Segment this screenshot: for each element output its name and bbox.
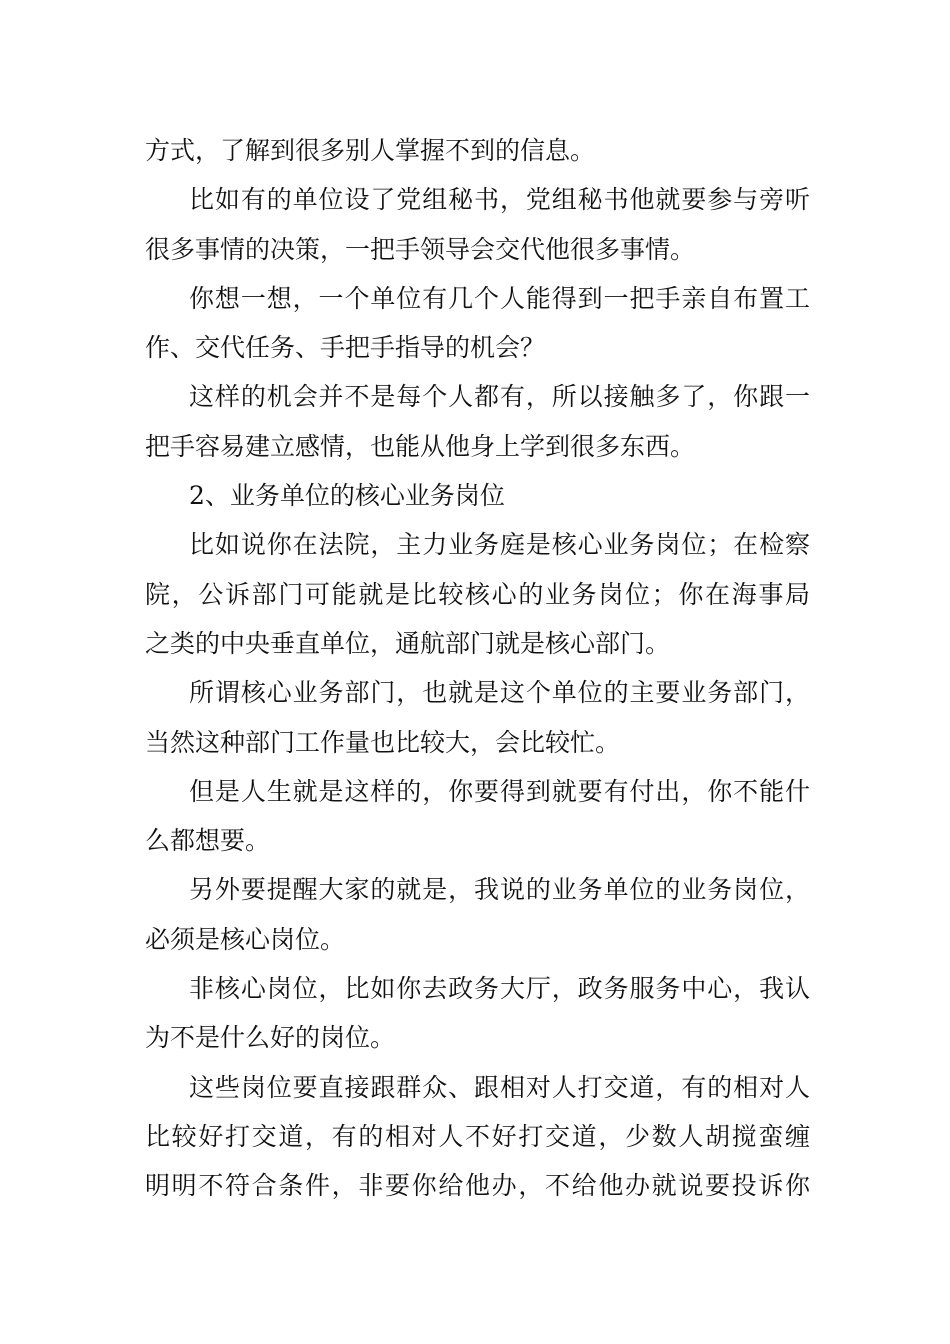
- text-line: 方式，了解到很多别人掌握不到的信息。: [145, 136, 596, 165]
- text-line: 另外要提醒大家的就是，我说的业务单位的业务岗位，: [189, 875, 810, 905]
- document-body: [145, 126, 810, 1211]
- text-line: 把手容易建立感情，也能从他身上学到很多东西。: [145, 431, 696, 461]
- text-line: 很多事情的决策，一把手领导会交代他很多事情。: [145, 234, 696, 264]
- text-line: 必须是核心岗位。: [145, 924, 346, 954]
- text-line: 这些岗位要直接跟群众、跟相对人打交道，有的相对人: [189, 1072, 810, 1102]
- text-line: 这样的机会并不是每个人都有，所以接触多了，你跟一: [189, 382, 810, 412]
- text-line: 你想一想，一个单位有几个人能得到一把手亲自布置工: [189, 283, 810, 313]
- text-line: 当然这种部门工作量也比较大，会比较忙。: [145, 727, 621, 757]
- text-line: 明明不符合条件，非要你给他办，不给他办就说要投诉你: [145, 1171, 810, 1201]
- text-line: 么都想要。: [145, 826, 271, 856]
- text-line: 之类的中央垂直单位，通航部门就是核心部门。: [145, 628, 671, 658]
- text-line: 所谓核心业务部门，也就是这个单位的主要业务部门，: [189, 678, 810, 708]
- text-line: 比较好打交道，有的相对人不好打交道，少数人胡搅蛮缠: [145, 1121, 810, 1151]
- text-line: 非核心岗位，比如你去政务大厅，政务服务中心，我认: [189, 974, 810, 1004]
- text-line: 但是人生就是这样的，你要得到就要有付出，你不能什: [189, 776, 810, 806]
- text-line: 2、业务单位的核心业务岗位: [189, 481, 505, 511]
- text-line: 比如说你在法院，主力业务庭是核心业务岗位；在检察: [189, 530, 810, 560]
- text-line: 院，公诉部门可能就是比较核心的业务岗位；你在海事局: [145, 579, 810, 609]
- text-line: 比如有的单位设了党组秘书，党组秘书他就要参与旁听: [189, 185, 810, 215]
- text-line: 为不是什么好的岗位。: [145, 1023, 396, 1053]
- text-line: 作、交代任务、手把手指导的机会？: [145, 333, 546, 363]
